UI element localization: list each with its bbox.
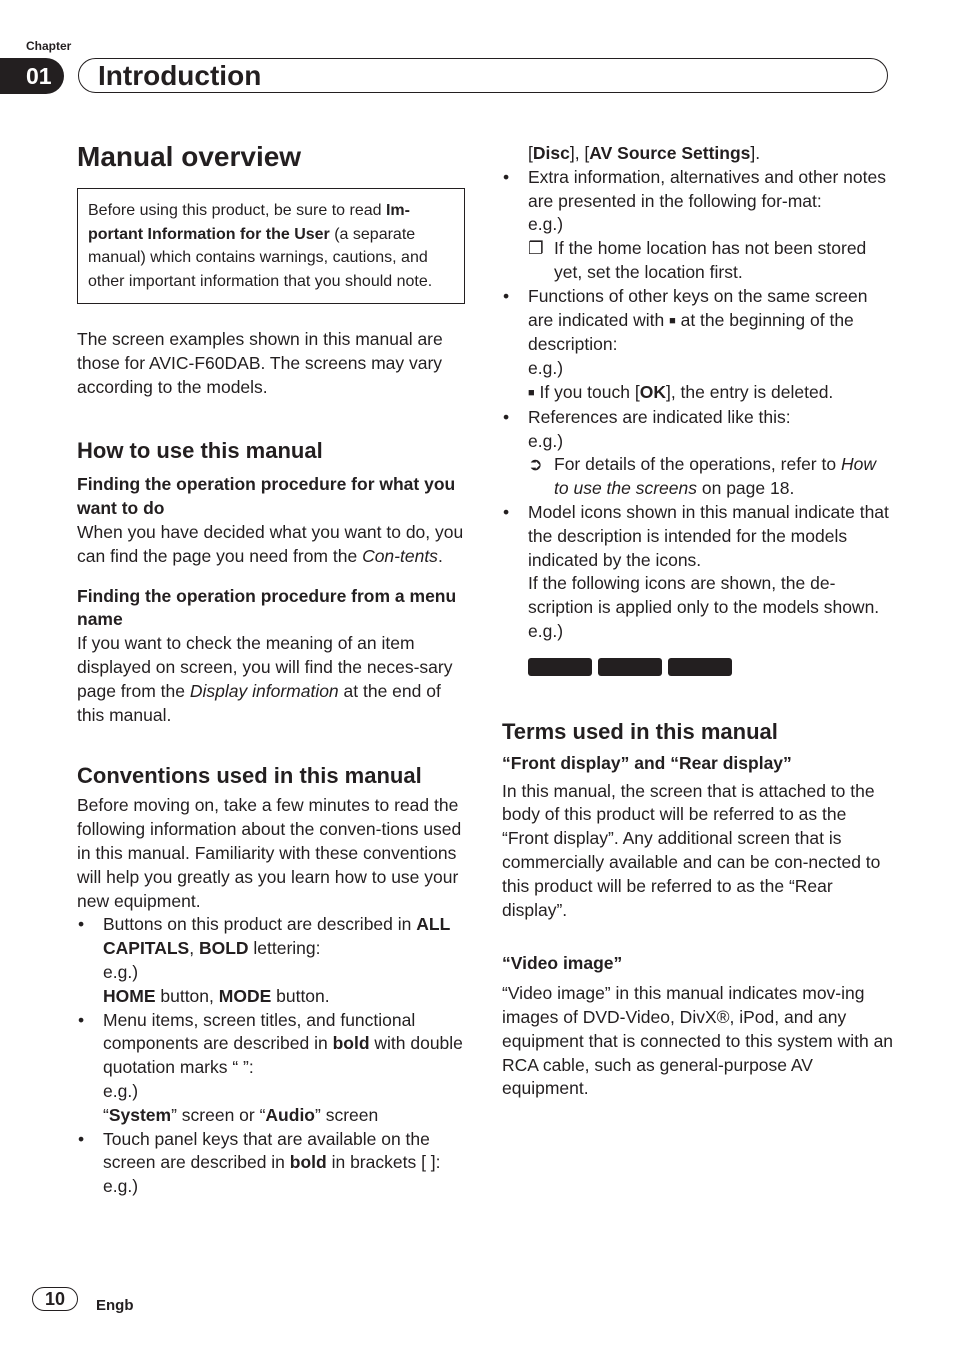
- reference-arrow-icon: ➲: [528, 454, 543, 475]
- quotation-marks-text: with double quotation marks “ ”:: [103, 1033, 463, 1078]
- note-checkbox-icon: ❐: [528, 238, 544, 259]
- list-item: [77, 1009, 465, 1128]
- conventions-list-continued: [502, 166, 894, 676]
- right-column: [502, 142, 894, 1101]
- note-example: [528, 237, 894, 285]
- list-item: [502, 166, 894, 285]
- audio-screen-example: Audio: [265, 1104, 315, 1125]
- list-item: [502, 501, 894, 676]
- example-label: e.g.): [103, 1176, 139, 1197]
- model-icon: [668, 658, 732, 676]
- display-information-reference: Display information: [189, 680, 339, 701]
- conventions-list: [77, 913, 465, 1199]
- convention-keys-text: Touch panel keys that are available on the screen are described in: [103, 1128, 430, 1173]
- find2-text-a: If you want to check the meaning of an item displayed on screen, you will find the neces-sary page from the: [77, 633, 453, 701]
- chapter-label: Chapter: [26, 39, 72, 53]
- home-button-example: HOME: [103, 985, 156, 1006]
- how-to-use-heading: How to use this manual: [77, 438, 323, 464]
- conventions-heading: Conventions used in this manual: [77, 763, 422, 789]
- example-label: e.g.): [528, 214, 564, 235]
- language-code: Engb: [96, 1297, 134, 1314]
- example-label: e.g.): [528, 430, 564, 451]
- example-text-end: ], the entry is deleted.: [665, 381, 834, 402]
- example-text: ” screen or “: [171, 1104, 266, 1125]
- example-text: button,: [155, 985, 219, 1006]
- notice-text-1: Before using this product, be sure to read: [88, 202, 386, 219]
- model-icons-row: [528, 658, 894, 676]
- mode-button-example: MODE: [218, 985, 272, 1006]
- chapter-title: Introduction: [98, 60, 262, 91]
- list-item: [77, 1128, 465, 1199]
- chapter-number-tab: 01: [0, 58, 64, 94]
- find1-text-b: .: [437, 545, 443, 566]
- finding-procedure-text-1: [77, 521, 465, 569]
- reference-page-text: on page 18.: [697, 478, 795, 499]
- how-to-use-screens-reference: How to use the screens: [554, 454, 876, 499]
- ok-key-example: OK: [639, 381, 666, 402]
- find1-text-a: When you have decided what you want to do, you can find the page you need from the: [77, 521, 464, 566]
- model-icon: [598, 658, 662, 676]
- keys-example-continuation: [502, 142, 894, 166]
- intro-paragraph: The screen examples shown in this manual are those for AVIC-F60DAB. The screens may vary according to the models.: [77, 329, 443, 397]
- contents-reference: Con-tents: [362, 545, 438, 566]
- example-label: e.g.): [103, 961, 139, 982]
- references-text: References are indicated like this:: [528, 406, 791, 427]
- model-icons-text-2: If the following icons are shown, the de-scription is applied only to the models shown.: [528, 573, 880, 618]
- system-screen-example: System: [108, 1104, 172, 1125]
- model-icons-text: Model icons shown in this manual indicate that the description is intended for the models indicated by the icons.: [528, 501, 889, 570]
- model-icon: [528, 658, 592, 676]
- example-text: If you touch [: [534, 381, 640, 402]
- terms-heading: Terms used in this manual: [502, 718, 778, 744]
- reference-text: For details of the operations, refer to: [554, 454, 841, 475]
- av-source-settings-key-example: AV Source Settings: [589, 143, 751, 163]
- lettering-text: lettering:: [248, 938, 321, 959]
- square-bullet-icon: ■: [669, 314, 676, 327]
- bracket: [: [528, 143, 533, 163]
- important-notice-box: [77, 188, 465, 304]
- list-item: [502, 285, 894, 406]
- page-number: 10: [32, 1287, 78, 1311]
- finding-procedure-heading-1: Finding the operation procedure for what you want to do: [77, 474, 456, 519]
- finding-procedure-text-2: [77, 632, 465, 727]
- list-item: [77, 913, 465, 1008]
- disc-key-example: Disc: [532, 143, 570, 163]
- all-capitals-label: ALL CAPITALS: [103, 914, 450, 959]
- extra-info-text: Extra information, alternatives and other notes are presented in the following for-mat:: [528, 166, 886, 211]
- other-keys-text: Functions of other keys on the same screen are indicated with: [528, 285, 868, 330]
- bold-word: bold: [289, 1152, 327, 1173]
- comma: ,: [189, 938, 199, 959]
- open-quote: “: [103, 1104, 109, 1125]
- video-image-text: “Video image” in this manual indicates mov-ing images of DVD-Video, DivX®, iPod, and any equipment that is connected to this system with an RCA cable, such as general-purpose AV equipment.: [502, 983, 894, 1099]
- note-example-text: If the home location has not been stored yet, set the location first.: [554, 238, 867, 282]
- notice-text-2: (a separate manual) which contains warnings, cautions, and other important information that you should note.: [88, 225, 433, 290]
- bold-word: bold: [332, 1033, 370, 1054]
- left-column: [77, 140, 465, 1199]
- video-image-heading: “Video image”: [502, 953, 623, 974]
- square-bullet-icon: ■: [528, 386, 535, 399]
- example-label: e.g.): [528, 358, 564, 379]
- find2-text-b: at the end of this manual.: [77, 680, 441, 725]
- list-item: [502, 406, 894, 501]
- conventions-intro: Before moving on, take a few minutes to read the following information about the conven-tions used in this manual. Familiarity with these conventions will help you greatly as you learn how to use your new equipment.: [77, 795, 462, 911]
- page-title: Manual overview: [77, 141, 302, 172]
- example-label: e.g.): [528, 620, 564, 641]
- bracket: ].: [750, 143, 761, 163]
- example-text-end: ” screen: [315, 1104, 379, 1125]
- front-rear-display-text: In this manual, the screen that is attached to the body of this product will be referred to as the “Front display”. Any additional screen that is commercially available and can be con-nected to this product will be referred to as the “Rear display”.: [502, 780, 881, 920]
- bold-label: BOLD: [198, 938, 249, 959]
- bracket: ], [: [569, 143, 590, 163]
- example-text-end: button.: [271, 985, 330, 1006]
- reference-example: [528, 453, 894, 501]
- notice-document-name: Im-portant Information for the User: [88, 202, 410, 243]
- example-label: e.g.): [103, 1080, 139, 1101]
- other-keys-text-end: at the beginning of the description:: [528, 309, 854, 355]
- finding-procedure-heading-2: Finding the operation procedure from a menu name: [77, 585, 457, 630]
- convention-menu-text: Menu items, screen titles, and functional components are described in: [103, 1009, 416, 1054]
- convention-buttons-text: Buttons on this product are described in: [103, 914, 417, 935]
- brackets-text: in brackets [ ]:: [326, 1152, 441, 1173]
- front-rear-display-heading: “Front display” and “Rear display”: [502, 752, 792, 773]
